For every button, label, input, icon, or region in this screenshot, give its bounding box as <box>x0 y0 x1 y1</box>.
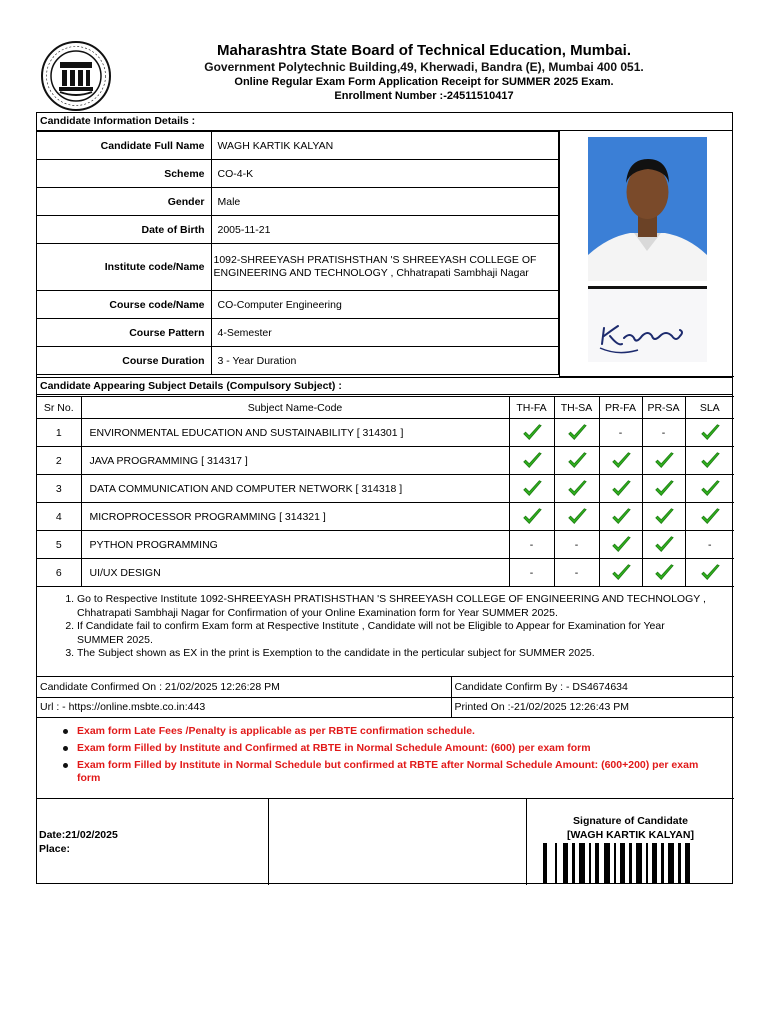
subject-sr: 6 <box>37 559 81 587</box>
fee-note: Exam form Filled by Institute in Normal Schedule but confirmed at RBTE after Normal Schedule Amount: (600+200) per exam form <box>63 759 718 785</box>
subject-mark-check <box>599 475 642 503</box>
document-header <box>36 38 732 110</box>
green-check-icon <box>699 506 721 528</box>
col-header: TH-FA <box>509 397 554 419</box>
subject-row <box>37 531 734 559</box>
subject-row <box>37 419 734 447</box>
subjects-header-row <box>37 397 734 419</box>
instruction-item: 2. If Candidate fail to confirm Exam form at Respective Institute , Candidate will not be Eligible to Appear for Examination for Year SUMMER 2025. <box>77 620 714 647</box>
subject-mark-check <box>685 419 734 447</box>
green-check-icon <box>653 450 675 472</box>
subject-mark-check <box>642 531 685 559</box>
subject-mark-check <box>599 447 642 475</box>
candidate-signature-image <box>588 286 707 362</box>
subject-mark-check <box>599 559 642 587</box>
subject-sr: 2 <box>37 447 81 475</box>
fee-note: Exam form Late Fees /Penalty is applicable as per RBTE confirmation schedule. <box>63 725 718 738</box>
candidate-value: WAGH KARTIK KALYAN <box>211 132 559 160</box>
candidate-label: Course Duration <box>37 347 211 375</box>
green-check-icon <box>653 506 675 528</box>
green-check-icon <box>610 450 632 472</box>
signature-caption <box>527 815 734 842</box>
subject-mark: - <box>509 559 554 587</box>
subject-sr: 3 <box>37 475 81 503</box>
enrollment-number: Enrollment Number :-24511510417 <box>334 90 514 102</box>
receipt-frame <box>36 112 733 884</box>
candidate-label: Candidate Full Name <box>37 132 211 160</box>
green-check-icon <box>610 478 632 500</box>
subject-sr: 4 <box>37 503 81 531</box>
subject-mark-check <box>509 419 554 447</box>
subject-mark: - <box>642 419 685 447</box>
fee-note: Exam form Filled by Institute and Confirmed at RBTE in Normal Schedule Amount: (600) per exam form <box>63 742 718 755</box>
barcode-icon <box>541 843 701 883</box>
subject-mark-check <box>599 503 642 531</box>
subjects-section-title: Candidate Appearing Subject Details (Compulsory Subject) : <box>37 377 732 395</box>
subject-mark: - <box>685 531 734 559</box>
subject-mark: - <box>599 419 642 447</box>
green-check-icon <box>699 450 721 472</box>
subject-mark-check <box>642 475 685 503</box>
green-check-icon <box>699 562 721 584</box>
subject-mark-check <box>554 503 599 531</box>
green-check-icon <box>566 478 588 500</box>
green-check-icon <box>699 478 721 500</box>
instruction-item: 3. The Subject shown as EX in the print is Exemption to the candidate in the perticular subject for SUMMER 2025. <box>77 647 714 661</box>
subject-row <box>37 447 734 475</box>
subject-row <box>37 503 734 531</box>
subject-mark-check <box>685 559 734 587</box>
confirmation-row <box>37 697 734 717</box>
confirmation-table <box>37 677 734 718</box>
subject-mark-check <box>685 503 734 531</box>
date-place-cell <box>37 799 269 885</box>
green-check-icon <box>521 478 543 500</box>
candidate-photo <box>588 137 707 281</box>
candidate-row <box>37 319 559 347</box>
subject-row <box>37 475 734 503</box>
candidate-label: Date of Birth <box>37 216 211 244</box>
candidate-row <box>37 244 559 291</box>
candidate-label: Course code/Name <box>37 291 211 319</box>
subject-mark-check <box>642 559 685 587</box>
subject-name: MICROPROCESSOR PROGRAMMING [ 314321 ] <box>81 503 509 531</box>
signature-cell <box>527 799 734 885</box>
green-check-icon <box>653 534 675 556</box>
subject-mark-check <box>599 531 642 559</box>
green-check-icon <box>521 450 543 472</box>
portal-url: Url : - https://online.msbte.co.in:443 <box>37 697 451 717</box>
place-label: Place: <box>39 843 70 855</box>
subject-name: JAVA PROGRAMMING [ 314317 ] <box>81 447 509 475</box>
subject-sr: 5 <box>37 531 81 559</box>
subject-mark-check <box>509 475 554 503</box>
green-check-icon <box>566 506 588 528</box>
candidate-label: Scheme <box>37 160 211 188</box>
subject-mark-check <box>685 475 734 503</box>
col-header: PR-SA <box>642 397 685 419</box>
col-header: Sr No. <box>37 397 81 419</box>
candidate-value: 4-Semester <box>211 319 559 347</box>
subject-name: DATA COMMUNICATION AND COMPUTER NETWORK [ 314318 ] <box>81 475 509 503</box>
blank-cell <box>269 799 527 885</box>
subject-mark: - <box>509 531 554 559</box>
subject-mark-check <box>642 447 685 475</box>
fee-notes-block <box>37 717 734 799</box>
col-header: SLA <box>685 397 734 419</box>
candidate-label: Institute code/Name <box>37 244 211 291</box>
board-name: Maharashtra State Board of Technical Education, Mumbai. <box>217 42 631 59</box>
subjects-body <box>37 419 734 587</box>
subject-row <box>37 559 734 587</box>
candidate-label: Gender <box>37 188 211 216</box>
candidate-info-table <box>37 131 559 375</box>
printed-on: Printed On :-21/02/2025 12:26:43 PM <box>451 697 734 717</box>
col-header: PR-FA <box>599 397 642 419</box>
green-check-icon <box>610 534 632 556</box>
candidate-value: 2005-11-21 <box>211 216 559 244</box>
subject-mark-check <box>509 447 554 475</box>
confirmation-row <box>37 677 734 697</box>
subject-mark-check <box>642 503 685 531</box>
candidate-section-title: Candidate Information Details : <box>37 113 732 131</box>
subject-mark-check <box>554 447 599 475</box>
subject-name: PYTHON PROGRAMMING <box>81 531 509 559</box>
green-check-icon <box>610 562 632 584</box>
confirmed-by: Candidate Confirm By : - DS4674634 <box>451 677 734 697</box>
subject-name: UI/UX DESIGN <box>81 559 509 587</box>
candidate-value: Male <box>211 188 559 216</box>
board-address: Government Polytechnic Building,49, Kherwadi, Bandra (E), Mumbai 400 051. <box>204 60 644 74</box>
subject-mark: - <box>554 531 599 559</box>
subject-mark-check <box>554 475 599 503</box>
receipt-title: Online Regular Exam Form Application Receipt for SUMMER 2025 Exam. <box>234 76 614 88</box>
green-check-icon <box>699 422 721 444</box>
candidate-row <box>37 291 559 319</box>
signature-name: [WAGH KARTIK KALYAN] <box>567 828 694 841</box>
candidate-row <box>37 160 559 188</box>
confirmed-on: Candidate Confirmed On : 21/02/2025 12:26:28 PM <box>37 677 451 697</box>
col-header: TH-SA <box>554 397 599 419</box>
candidate-row <box>37 188 559 216</box>
candidate-value: CO-4-K <box>211 160 559 188</box>
green-check-icon <box>566 450 588 472</box>
photo-panel <box>559 131 734 377</box>
subjects-table <box>37 396 734 587</box>
green-check-icon <box>653 478 675 500</box>
subject-mark-check <box>685 447 734 475</box>
candidate-value: 3 - Year Duration <box>211 347 559 375</box>
candidate-label: Course Pattern <box>37 319 211 347</box>
footer-block <box>37 799 734 885</box>
msbte-logo-icon <box>40 40 112 112</box>
candidate-row <box>37 216 559 244</box>
green-check-icon <box>653 562 675 584</box>
subject-mark-check <box>554 419 599 447</box>
col-header: Subject Name-Code <box>81 397 509 419</box>
signature-label: Signature of Candidate <box>573 815 688 827</box>
green-check-icon <box>521 506 543 528</box>
date-label: Date:21/02/2025 <box>39 829 118 841</box>
green-check-icon <box>610 506 632 528</box>
subject-mark: - <box>554 559 599 587</box>
candidate-row <box>37 132 559 160</box>
subject-sr: 1 <box>37 419 81 447</box>
candidate-value: CO-Computer Engineering <box>211 291 559 319</box>
subject-name: ENVIRONMENTAL EDUCATION AND SUSTAINABILITY [ 314301 ] <box>81 419 509 447</box>
candidate-row <box>37 347 559 375</box>
instructions-block <box>37 589 734 677</box>
instruction-item: 1. Go to Respective Institute 1092-SHREEYASH PRATISHSTHAN 'S SHREEYASH COLLEGE OF ENGINEERING AND TECHNOLOGY , Chhatrapati Sambhaji Nagar for Confirmation of your Online Examination form for Year SUMMER 2025. <box>77 593 714 620</box>
green-check-icon <box>521 422 543 444</box>
candidate-value: 1092-SHREEYASH PRATISHSTHAN 'S SHREEYASH COLLEGE OF ENGINEERING AND TECHNOLOGY , Chhatrapati Sambhaji Nagar <box>211 244 559 291</box>
date-place <box>39 828 118 856</box>
green-check-icon <box>566 422 588 444</box>
subject-mark-check <box>509 503 554 531</box>
